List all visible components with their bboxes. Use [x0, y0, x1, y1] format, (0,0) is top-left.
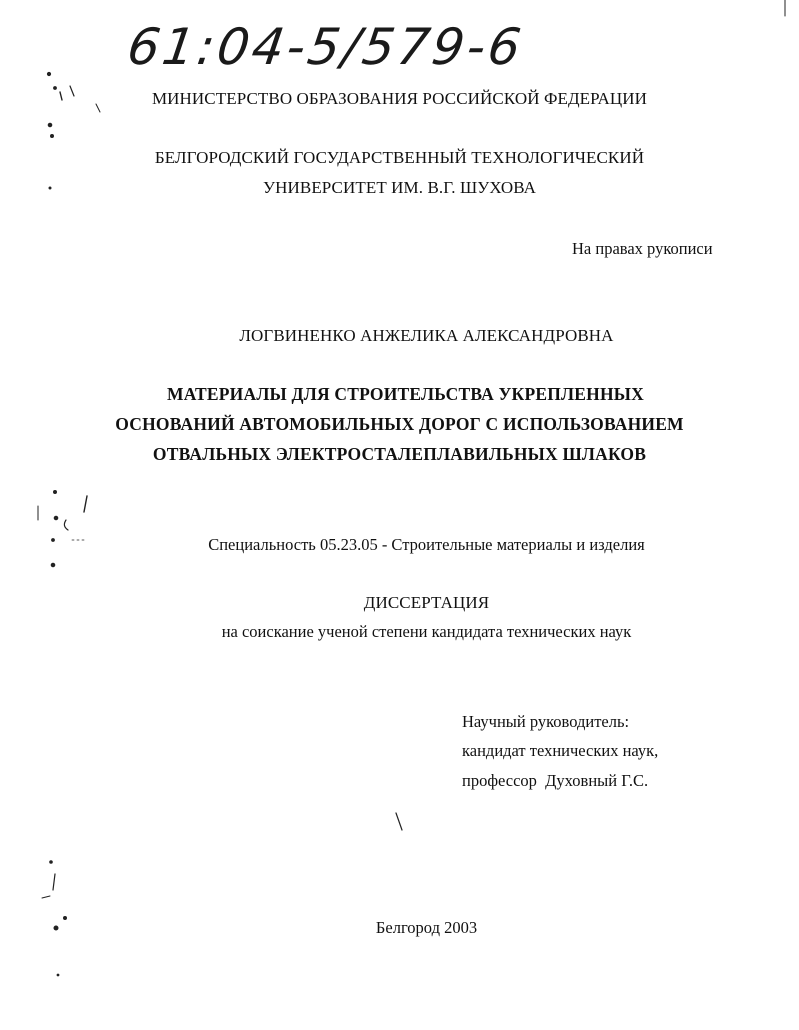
- supervisor-degree: кандидат технических наук,: [462, 741, 659, 760]
- scan-speck: [50, 861, 53, 864]
- ministry-heading: МИНИСТЕРСТВО ОБРАЗОВАНИЯ РОССИЙСКОЙ ФЕДЕРАЦИИ: [151, 89, 648, 108]
- scan-speck: [64, 520, 68, 530]
- dissertation-title-line-1: МАТЕРИАЛЫ ДЛЯ СТРОИТЕЛЬСТВА УКРЕПЛЕННЫХ: [167, 384, 644, 404]
- scan-speck: [51, 563, 55, 567]
- scan-speck: [84, 496, 87, 512]
- scan-speck: [57, 974, 59, 976]
- scan-speck: [51, 135, 54, 138]
- scan-speck: [54, 516, 58, 520]
- scan-speck: [396, 813, 402, 830]
- scan-speck: [48, 123, 52, 127]
- author-name: ЛОГВИНЕНКО АНЖЕЛИКА АЛЕКСАНДРОВНА: [239, 326, 614, 345]
- scan-speck: [53, 874, 55, 890]
- scan-speck: [54, 491, 57, 494]
- scan-speck: [42, 896, 50, 898]
- supervisor-name: профессор Духовный Г.С.: [462, 771, 649, 790]
- city-year: Белгород 2003: [375, 918, 478, 937]
- scan-speck: [47, 72, 50, 75]
- dissertation-title-line-3: ОТВАЛЬНЫХ ЭЛЕКТРОСТАЛЕПЛАВИЛЬНЫХ ШЛАКОВ: [152, 444, 647, 464]
- manuscript-rights-note: На правах рукописи: [572, 239, 713, 258]
- specialty-line: Специальность 05.23.05 - Строительные материалы и изделия: [208, 535, 645, 554]
- document-type: ДИССЕРТАЦИЯ: [363, 593, 490, 612]
- university-line-2: УНИВЕРСИТЕТ ИМ. В.Г. ШУХОВА: [262, 178, 536, 197]
- degree-line: на соискание ученой степени кандидата технических наук: [221, 622, 632, 641]
- supervisor-label: Научный руководитель:: [462, 712, 630, 731]
- handwritten-archive-code: 61:04-5/579-6: [123, 18, 528, 76]
- university-line-1: БЕЛГОРОДСКИЙ ГОСУДАРСТВЕННЫЙ ТЕХНОЛОГИЧЕСКИЙ: [154, 148, 645, 167]
- dissertation-title-line-2: ОСНОВАНИЙ АВТОМОБИЛЬНЫХ ДОРОГ С ИСПОЛЬЗОВАНИЕМ: [115, 414, 684, 434]
